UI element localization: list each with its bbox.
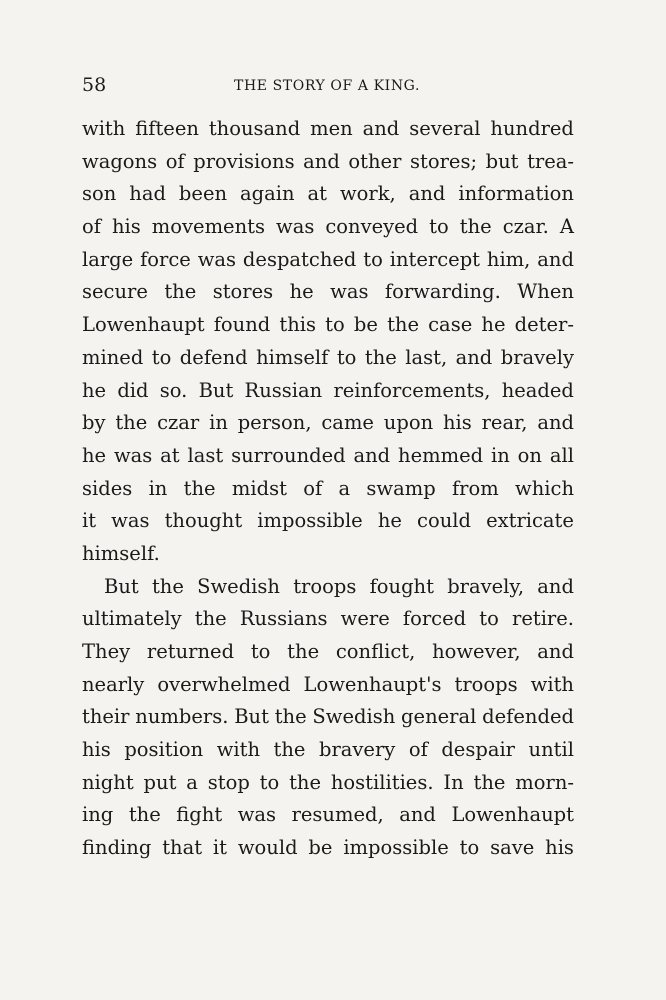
word: A [559,215,574,239]
word: and [537,247,574,271]
word: other [348,149,402,173]
text-line [82,276,574,309]
word: with [530,672,574,696]
word: until [528,738,574,762]
word: hostilities. [330,770,434,794]
word: of [408,738,428,762]
word: Lowenhaupt [82,313,205,337]
word: in [209,411,228,435]
word: he [481,313,506,337]
word: to [429,215,449,239]
word: to [325,313,345,337]
word: retire. [512,607,574,631]
word: resumed, [291,803,384,827]
word: work, [339,182,396,206]
word: to [459,836,480,860]
word: reinforcements, [333,378,491,402]
text-line [82,734,574,767]
word: had [129,182,166,206]
word: nearly [82,672,145,696]
word: the [164,280,197,304]
word: ing [82,803,114,827]
word: to [250,640,271,663]
word: was [111,509,150,533]
word: general [401,705,477,729]
word: returned [146,640,235,663]
word: their [82,705,130,729]
word: was [113,443,153,467]
word: the [387,313,419,337]
word: bravery [318,738,396,762]
word: the [151,574,184,598]
word: and [399,803,436,827]
text-line [82,309,574,342]
word: that [162,836,203,860]
word: hundred [490,117,574,140]
word: Swedish [197,574,280,598]
word: but [485,149,519,173]
word: fought [369,574,434,598]
word: to [479,607,499,631]
word: extricate [486,509,574,533]
word: intercept [389,247,481,271]
word: forced [402,607,467,631]
word: to [259,770,280,794]
word: case [428,313,473,337]
word: at [307,182,327,206]
word: midst [231,476,287,500]
word: the [115,411,148,435]
word: hemmed [398,443,484,467]
word: forwarding. [384,280,501,304]
word: morn- [515,770,574,794]
word: swamp [366,476,436,500]
word: fight [176,803,223,827]
word: be [353,313,378,337]
word: and [537,574,574,598]
word: Russians [239,607,328,631]
word: of [303,476,323,500]
word: found [213,313,271,337]
word: which [515,476,574,500]
word: men [310,117,353,140]
word: and [537,640,574,663]
word: the [364,345,397,369]
word: surrounded [231,443,346,467]
word: troops [454,672,518,696]
word: information [458,182,574,206]
text-line [82,538,574,571]
word: czar. [502,215,549,239]
word: despatched [242,247,357,271]
word: again [240,182,295,206]
word: provisions [193,149,295,173]
word: on [517,443,542,467]
text-line [82,244,574,277]
word: the [273,738,306,762]
word: he [377,509,402,533]
word: stores [212,280,274,304]
word: was [276,215,315,239]
word: conveyed [325,215,419,239]
word: with [82,117,126,140]
word: his [111,215,141,239]
word: numbers. [135,705,229,729]
word: all [549,443,574,467]
word: ultimately [82,607,182,631]
word: a [338,476,351,500]
word: impossible [343,836,449,860]
body-text [82,113,574,865]
word: trea- [527,149,574,173]
word: conflict, [335,640,416,663]
word: of [82,215,101,239]
word: by [82,411,106,435]
word: Russian [244,378,323,402]
word: he [82,378,107,402]
word: impossible [257,509,363,533]
word: his [545,836,574,860]
word: at [160,443,180,467]
word: rear, [481,411,528,435]
page-number: 58 [82,74,107,96]
text-line [82,473,574,506]
word: the [128,803,161,827]
word: stores; [410,149,478,173]
text-line [82,799,574,832]
word: the [274,705,307,729]
word: large [82,247,134,271]
word: the [194,607,227,631]
word: he [82,443,107,467]
text-line [82,832,574,865]
word: himself [256,345,329,369]
word: was [330,280,369,304]
word: mined [82,345,144,369]
word: troops [293,574,357,598]
word: force [140,247,191,271]
word: bravely [500,345,574,369]
text-line [82,571,574,604]
word: last [187,443,224,467]
word: despair [441,738,516,762]
word: he [289,280,314,304]
word: put [143,770,177,794]
word: the [183,476,216,500]
word: last, [405,345,448,369]
word: Lowenhaupt's [303,672,442,696]
word: would [237,836,298,860]
word: save [490,836,535,860]
word: defend [179,345,248,369]
running-head: THE STORY OF A KING. [234,78,421,94]
word: son [82,182,117,206]
word: But [198,378,234,402]
word: the [287,640,320,663]
word: In [443,770,464,794]
word: and [455,345,493,369]
word: czar [157,411,200,435]
word: be [308,836,333,860]
word: from [451,476,499,500]
word: deter- [514,313,574,337]
word: and [537,411,574,435]
word: the [459,215,492,239]
word: several [409,117,481,140]
word: this [279,313,317,337]
word: thought [164,509,243,533]
word: When [517,280,574,304]
text-line [82,636,574,669]
text-line [82,603,574,636]
word: and [362,117,400,140]
word: secure [82,280,148,304]
word: person, [237,411,312,435]
word: the [473,770,506,794]
word: But [104,574,139,598]
word: his [442,411,472,435]
word: movements [151,215,266,239]
word: headed [501,378,574,402]
word: it [212,836,227,860]
text-line [82,669,574,702]
text-line [82,701,574,734]
word: himself. [82,541,160,565]
word: bravely, [447,574,525,598]
word: been [178,182,228,206]
word: position [124,738,204,762]
word: to [151,345,172,369]
word: in [491,443,510,467]
text-line [82,407,574,440]
word: fifteen [135,117,199,140]
text-line [82,178,574,211]
word: with [216,738,261,762]
word: upon [383,411,434,435]
word: Lowenhaupt [451,803,574,827]
word: sides [82,476,133,500]
word: it [82,509,97,533]
word: and [408,182,446,206]
word: his [82,738,111,762]
word: wagons [82,149,158,173]
word: was [197,247,237,271]
word: however, [432,640,521,663]
word: stop [207,770,250,794]
word: to [336,345,357,369]
text-line [82,342,574,375]
word: But [234,705,269,729]
word: thousand [208,117,301,140]
text-line [82,211,574,244]
text-line [82,146,574,179]
text-line [82,767,574,800]
word: so. [159,378,188,402]
word: a [186,770,198,794]
text-line [82,505,574,538]
word: in [148,476,168,500]
word: was [237,803,277,827]
word: did [117,378,149,402]
word: defended [482,705,574,729]
word: to [363,247,383,271]
word: of [165,149,185,173]
word: the [289,770,322,794]
word: were [340,607,390,631]
word: could [417,509,471,533]
word: and [353,443,391,467]
word: They [82,640,131,663]
text-line [82,375,574,408]
word: him, [486,247,531,271]
word: Swedish [312,705,396,729]
word: finding [82,836,152,860]
text-line [82,440,574,473]
word: overwhelmed [157,672,291,696]
word: and [303,149,340,173]
text-line [82,113,574,146]
word: night [82,770,134,794]
word: came [321,411,374,435]
